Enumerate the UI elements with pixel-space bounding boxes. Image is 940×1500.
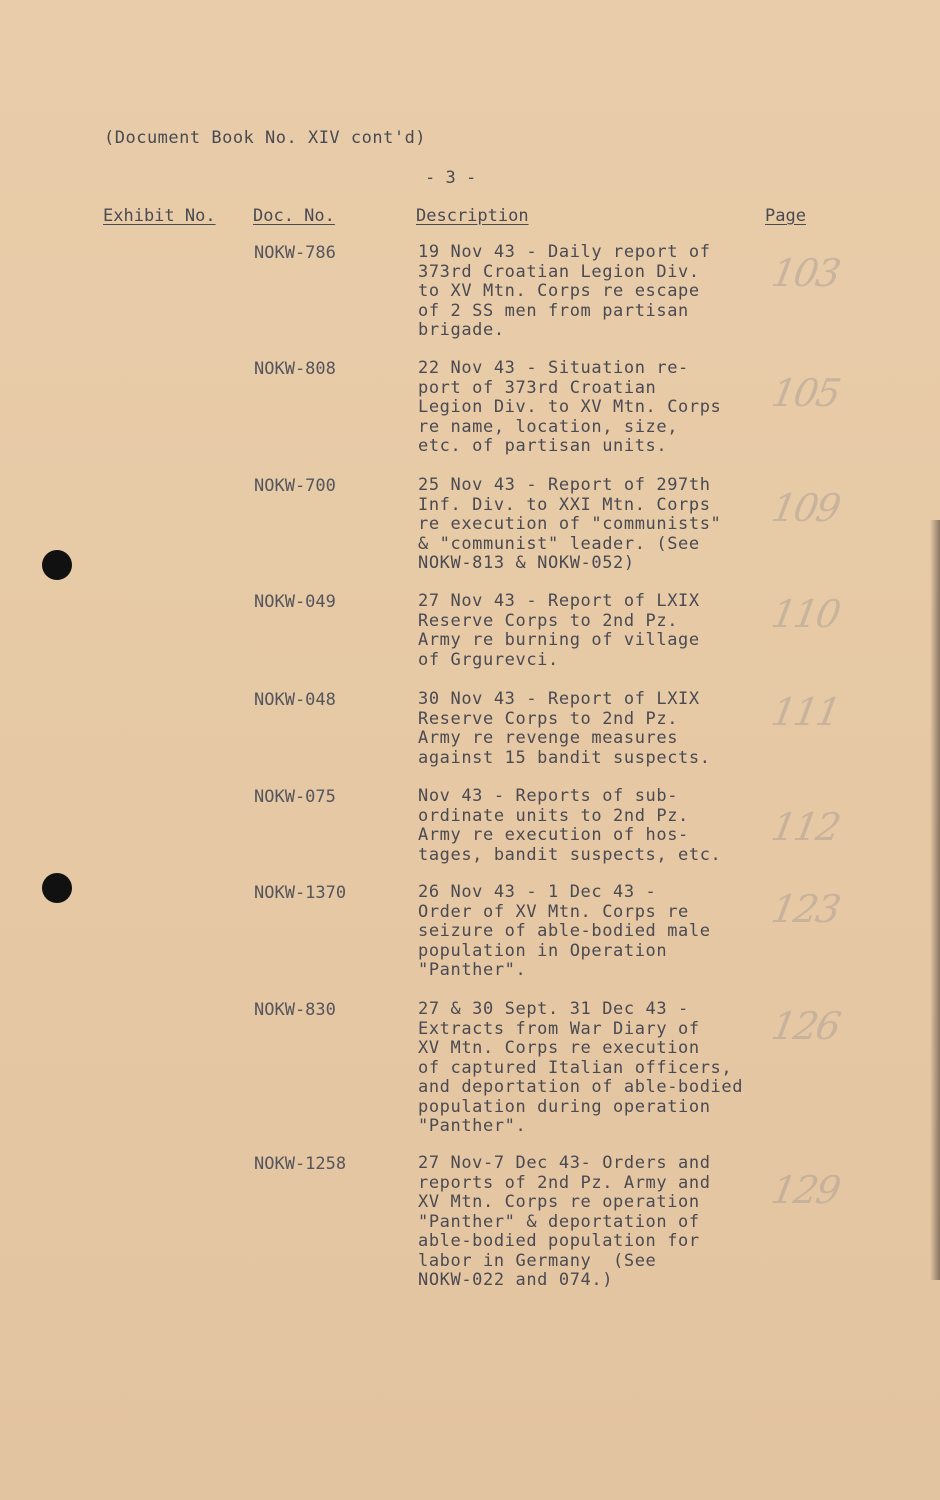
page-number-handwritten: 111 [768, 690, 843, 734]
entry-description: 22 Nov 43 - Situation re- port of 373rd Croatian Legion Div. to XV Mtn. Corps re name, location, size, etc. of partisan units. [418, 358, 722, 456]
column-header-page: Page [765, 206, 806, 226]
page-number-handwritten: 105 [768, 371, 843, 415]
entry-description: 25 Nov 43 - Report of 297th Inf. Div. to XXI Mtn. Corps re execution of "communists" & "communist" leader. (See NOKW-813 & NOKW-052) [418, 475, 722, 573]
doc-number: NOKW-830 [254, 1000, 336, 1020]
doc-number: NOKW-786 [254, 243, 336, 263]
page-number: - 3 - [425, 168, 477, 188]
doc-number: NOKW-1370 [254, 883, 347, 903]
doc-number: NOKW-700 [254, 476, 336, 496]
punch-hole [42, 550, 72, 580]
entry-description: 30 Nov 43 - Report of LXIX Reserve Corps to 2nd Pz. Army re revenge measures against 15 bandit suspects. [418, 689, 711, 768]
page-edge-shadow [930, 520, 940, 1280]
column-header-doc: Doc. No. [253, 206, 335, 226]
document-header: (Document Book No. XIV cont'd) [104, 128, 427, 148]
page-number-handwritten: 103 [768, 251, 843, 295]
doc-number: NOKW-049 [254, 592, 336, 612]
doc-number: NOKW-808 [254, 359, 336, 379]
page-number-handwritten: 126 [768, 1004, 843, 1048]
page-number-handwritten: 129 [768, 1168, 843, 1212]
entry-description: Nov 43 - Reports of sub- ordinate units to 2nd Pz. Army re execution of hos- tages, bandit suspects, etc. [418, 786, 722, 865]
doc-number: NOKW-1258 [254, 1154, 347, 1174]
page-number-handwritten: 109 [768, 486, 843, 530]
entry-description: 26 Nov 43 - 1 Dec 43 - Order of XV Mtn. Corps re seizure of able-bodied male population in Operation "Panther". [418, 882, 711, 980]
doc-number: NOKW-048 [254, 690, 336, 710]
page-number-handwritten: 123 [768, 887, 843, 931]
entry-description: 27 Nov-7 Dec 43- Orders and reports of 2nd Pz. Army and XV Mtn. Corps re operation "Panther" & deportation of able-bodied population for labor in Germany (See NOKW-022 and 074.) [418, 1153, 711, 1290]
punch-hole [42, 873, 72, 903]
page-number-handwritten: 110 [768, 592, 843, 636]
page-number-handwritten: 112 [768, 805, 843, 849]
doc-number: NOKW-075 [254, 787, 336, 807]
column-header-description: Description [416, 206, 529, 226]
column-header-exhibit: Exhibit No. [103, 206, 216, 226]
entry-description: 27 Nov 43 - Report of LXIX Reserve Corps to 2nd Pz. Army re burning of village of Grgurevci. [418, 591, 700, 670]
entry-description: 27 & 30 Sept. 31 Dec 43 - Extracts from War Diary of XV Mtn. Corps re execution of captured Italian officers, and deportation of able-bodied population during operation "Panther". [418, 999, 744, 1136]
entry-description: 19 Nov 43 - Daily report of 373rd Croatian Legion Div. to XV Mtn. Corps re escape of 2 SS men from partisan brigade. [418, 242, 711, 340]
